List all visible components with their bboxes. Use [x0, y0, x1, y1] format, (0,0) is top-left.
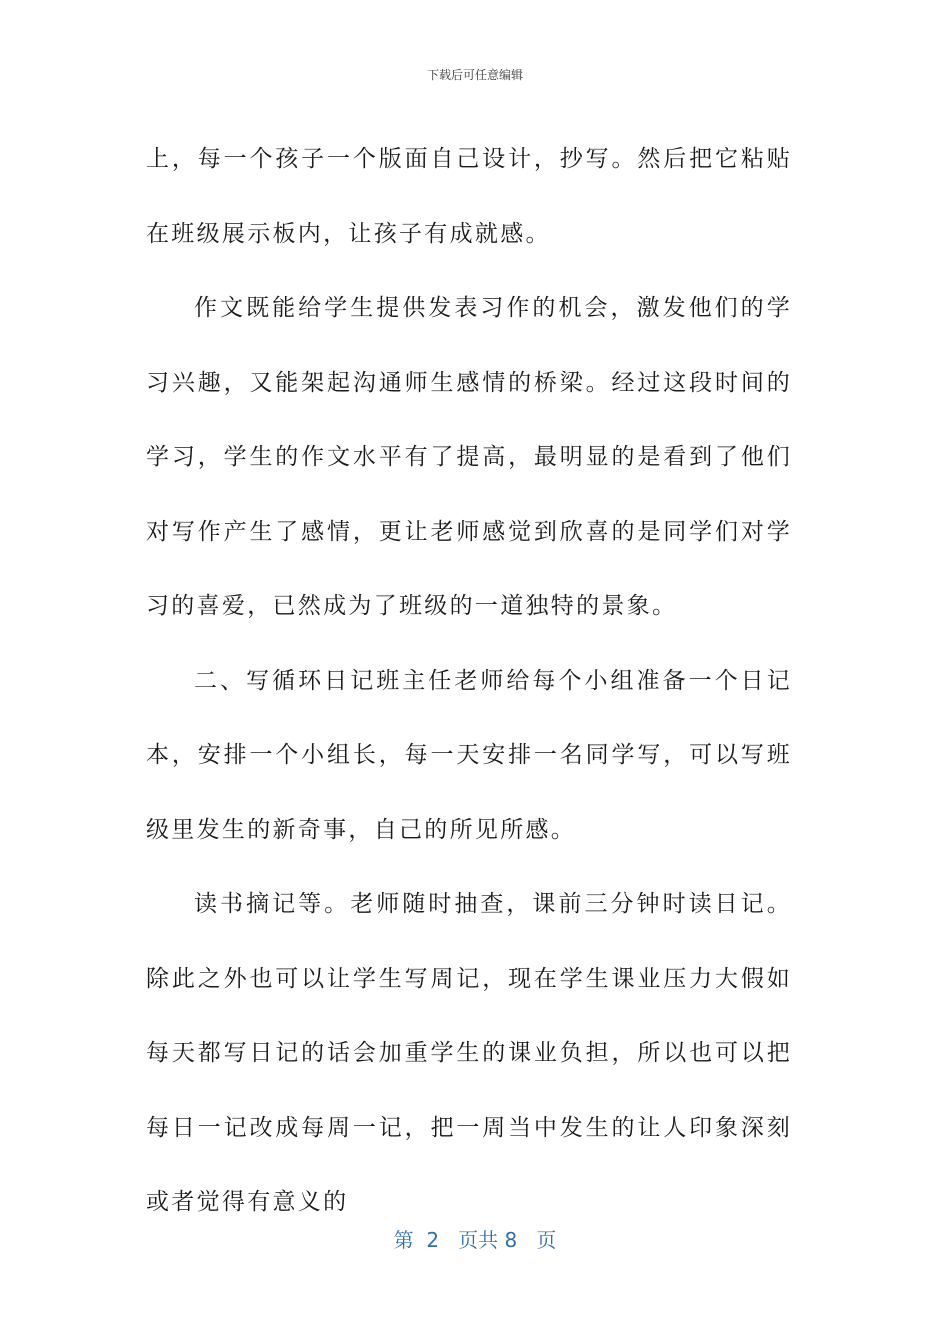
paragraph-continuation: 上，每一个孩子一个版面自己设计，抄写。然后把它粘贴在班级展示板内，让孩子有成就感。	[146, 146, 792, 247]
footer-total-pages: 8	[504, 1228, 518, 1252]
paragraph-diary: 二、写循环日记班主任老师给每个小组准备一个日记本，安排一个小组长，每一天安排一名同学写，可以写班级里发生的新奇事，自己的所见所感。	[146, 667, 792, 843]
footer-label-end: 页	[536, 1228, 557, 1252]
footer-label-total: 页共	[458, 1228, 499, 1252]
document-body	[146, 122, 792, 1240]
header-note: 下载后可任意编辑	[426, 68, 523, 82]
footer-label-page: 第	[393, 1228, 414, 1252]
paragraph-reading-notes: 读书摘记等。老师随时抽查，课前三分钟时读日记。除此之外也可以让学生写周记，现在学生课业压力大假如每天都写日记的话会加重学生的课业负担，所以也可以把每日一记改成每周一记，把一周当中发生的让人印象深刻或者觉得有意义的	[146, 891, 792, 1215]
page-footer	[0, 1224, 950, 1253]
paragraph-essay: 作文既能给学生提供发表习作的机会，激发他们的学习兴趣，又能架起沟通师生感情的桥梁。经过这段时间的学习，学生的作文水平有了提高，最明显的是看到了他们对写作产生了感情，更让老师感觉到欣喜的是同学们对学习的喜爱，已然成为了班级的一道独特的景象。	[146, 295, 792, 619]
footer-page-number: 2	[426, 1228, 440, 1252]
